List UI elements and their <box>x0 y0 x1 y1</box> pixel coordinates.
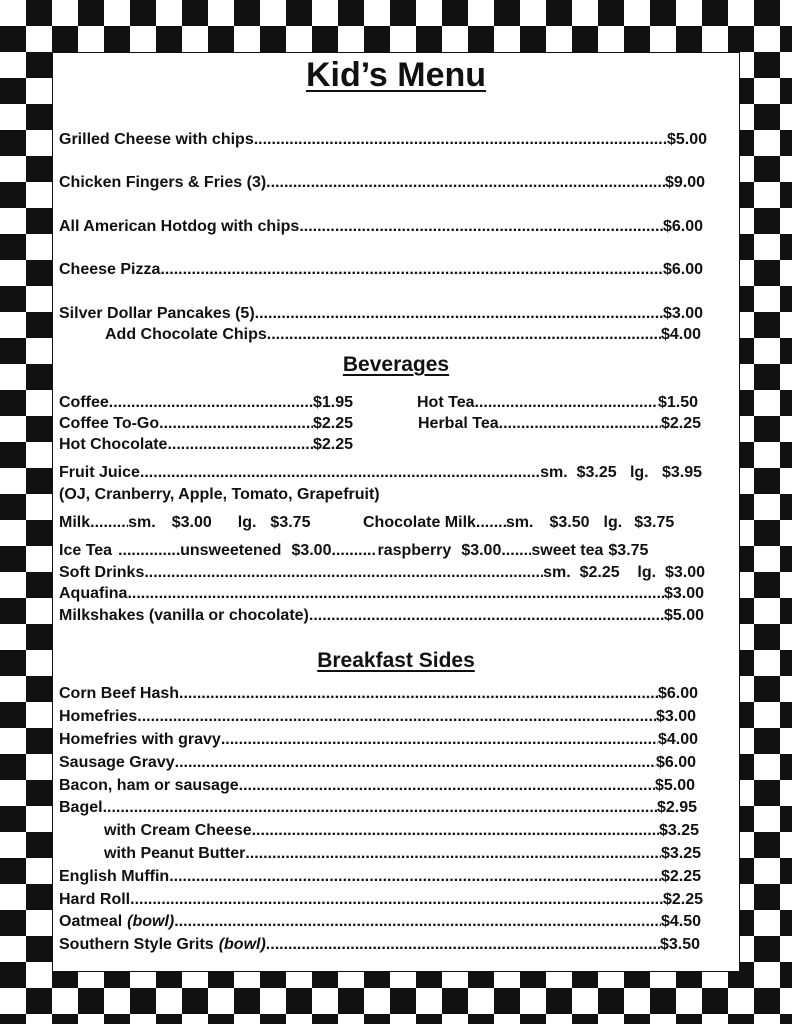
beverage-hot-tea <box>417 393 698 413</box>
item-name: Chicken Fingers & Fries (3) <box>59 174 267 191</box>
fruit-juice-note: (OJ, Cranberry, Apple, Tomato, Grapefruit) <box>59 486 380 503</box>
menu-panel <box>52 52 740 972</box>
item-name: Grilled Cheese with chips <box>59 131 254 148</box>
item-name: Hot Chocolate <box>59 436 168 453</box>
item-name: Chocolate Milk <box>363 514 476 531</box>
size-label-sm: sm. <box>128 514 156 531</box>
item-name: Add Chocolate Chips <box>105 326 267 343</box>
item-price: $4.00 <box>657 731 698 748</box>
beverage-coffee <box>59 393 353 413</box>
item-name: Hot Tea <box>417 394 475 411</box>
item-price: $2.95 <box>656 799 697 816</box>
menu-item-cheese-pizza <box>59 260 703 280</box>
item-price: $5.00 <box>663 607 704 624</box>
beverage-soft-drinks <box>59 563 705 583</box>
item-name: Oatmeal <box>59 913 123 930</box>
menu-item-chocolate-chips <box>105 325 701 345</box>
item-name: English Muffin <box>59 868 170 885</box>
item-price: $4.50 <box>660 913 701 930</box>
item-name: Coffee To-Go <box>59 415 160 432</box>
item-sizes: sm. $2.25 lg. $3.00 <box>543 564 705 581</box>
beverage-milkshakes <box>59 606 704 626</box>
item-name: Soft Drinks <box>59 564 145 581</box>
beverage-hot-chocolate <box>59 435 353 455</box>
item-name: Fruit Juice <box>59 464 140 481</box>
beverage-coffee-to-go <box>59 414 353 434</box>
item-name: Sausage Gravy <box>59 754 175 771</box>
side-homefries <box>59 707 696 727</box>
ice-tea-option-unsweetened: unsweetened <box>180 542 282 559</box>
size-label-lg: lg. <box>237 514 257 531</box>
item-name: Ice Tea <box>59 542 113 559</box>
size-price-sm: $3.50 <box>549 514 590 531</box>
menu-item-pancakes <box>59 304 703 324</box>
item-price: $3.25 <box>658 822 699 839</box>
item-price: $2.25 <box>312 415 353 432</box>
ice-tea-price-raspberry: $3.00 <box>461 542 502 559</box>
item-name: Corn Beef Hash <box>59 685 180 702</box>
item-price: $6.00 <box>657 685 698 702</box>
item-price: $6.00 <box>655 754 696 771</box>
item-price: $2.25 <box>662 891 703 908</box>
item-price: $5.00 <box>654 777 695 794</box>
beverages-heading: Beverages <box>342 353 450 376</box>
item-name: Milk <box>59 514 91 531</box>
side-homefries-gravy <box>59 730 698 750</box>
item-name: Hard Roll <box>59 891 131 908</box>
item-price: $1.95 <box>312 394 353 411</box>
item-price: $5.00 <box>666 131 707 148</box>
menu-item-grilled-cheese <box>59 130 707 150</box>
size-label-lg: lg. <box>603 514 623 531</box>
item-qualifier: (bowl) <box>127 913 175 930</box>
item-price: $3.50 <box>659 936 700 953</box>
beverage-fruit-juice <box>59 463 702 483</box>
beverage-milk <box>59 513 319 533</box>
size-label-sm: sm. <box>505 514 534 531</box>
item-qualifier: (bowl) <box>218 936 266 953</box>
breakfast-sides-heading: Breakfast Sides <box>317 649 475 672</box>
item-name: All American Hotdog with chips <box>59 218 300 235</box>
item-price: $3.00 <box>663 585 704 602</box>
size-price-lg: $3.75 <box>634 514 675 531</box>
item-name: Homefries <box>59 708 138 725</box>
item-name: Silver Dollar Pancakes (5) <box>59 305 255 322</box>
ice-tea-option-raspberry: raspberry <box>377 542 452 559</box>
side-sausage-gravy <box>59 753 696 773</box>
item-price: $3.00 <box>655 708 696 725</box>
menu-title: Kid’s Menu <box>305 56 487 94</box>
item-name: Bagel <box>59 799 103 816</box>
size-price-lg: $3.75 <box>270 514 311 531</box>
item-name: Coffee <box>59 394 109 411</box>
item-name: Milkshakes (vanilla or chocolate) <box>59 607 309 624</box>
ice-tea-price-sweet: $3.75 <box>608 542 649 559</box>
side-hard-roll <box>59 890 703 910</box>
side-corn-beef-hash <box>59 684 698 704</box>
beverage-chocolate-milk <box>363 513 708 533</box>
side-bagel-cream-cheese <box>104 821 699 841</box>
item-name: Aquafina <box>59 585 128 602</box>
item-price: $2.25 <box>660 868 701 885</box>
item-price: $2.25 <box>660 415 701 432</box>
ice-tea-option-sweet: sweet tea <box>531 542 604 559</box>
side-bagel-peanut-butter <box>104 844 701 864</box>
item-name: Herbal Tea <box>418 415 499 432</box>
item-price: $9.00 <box>664 174 705 191</box>
beverage-ice-tea <box>59 541 707 561</box>
item-name: Homefries with gravy <box>59 731 221 748</box>
item-name: with Cream Cheese <box>104 822 252 839</box>
item-price: $2.25 <box>312 436 353 453</box>
ice-tea-price-unsweetened: $3.00 <box>291 542 332 559</box>
item-price: $6.00 <box>662 261 703 278</box>
item-price: $3.25 <box>660 845 701 862</box>
item-price: $6.00 <box>662 218 703 235</box>
menu-item-chicken-fingers <box>59 173 705 193</box>
item-name: Southern Style Grits <box>59 936 214 953</box>
size-price-sm: $3.00 <box>171 514 212 531</box>
item-price: $3.00 <box>662 305 703 322</box>
side-oatmeal <box>59 912 701 932</box>
item-name: Bacon, ham or sausage <box>59 777 239 794</box>
item-price: $4.00 <box>660 326 701 343</box>
item-price: $1.50 <box>657 394 698 411</box>
side-bacon-ham-sausage <box>59 776 695 796</box>
item-name: Cheese Pizza <box>59 261 161 278</box>
item-sizes: sm. $3.25 lg. $3.95 <box>540 464 702 481</box>
side-bagel <box>59 798 697 818</box>
beverage-herbal-tea <box>418 414 701 434</box>
side-english-muffin <box>59 867 701 887</box>
item-name: with Peanut Butter <box>104 845 246 862</box>
menu-item-hotdog <box>59 217 703 237</box>
side-southern-grits <box>59 935 700 955</box>
beverage-aquafina <box>59 584 704 604</box>
